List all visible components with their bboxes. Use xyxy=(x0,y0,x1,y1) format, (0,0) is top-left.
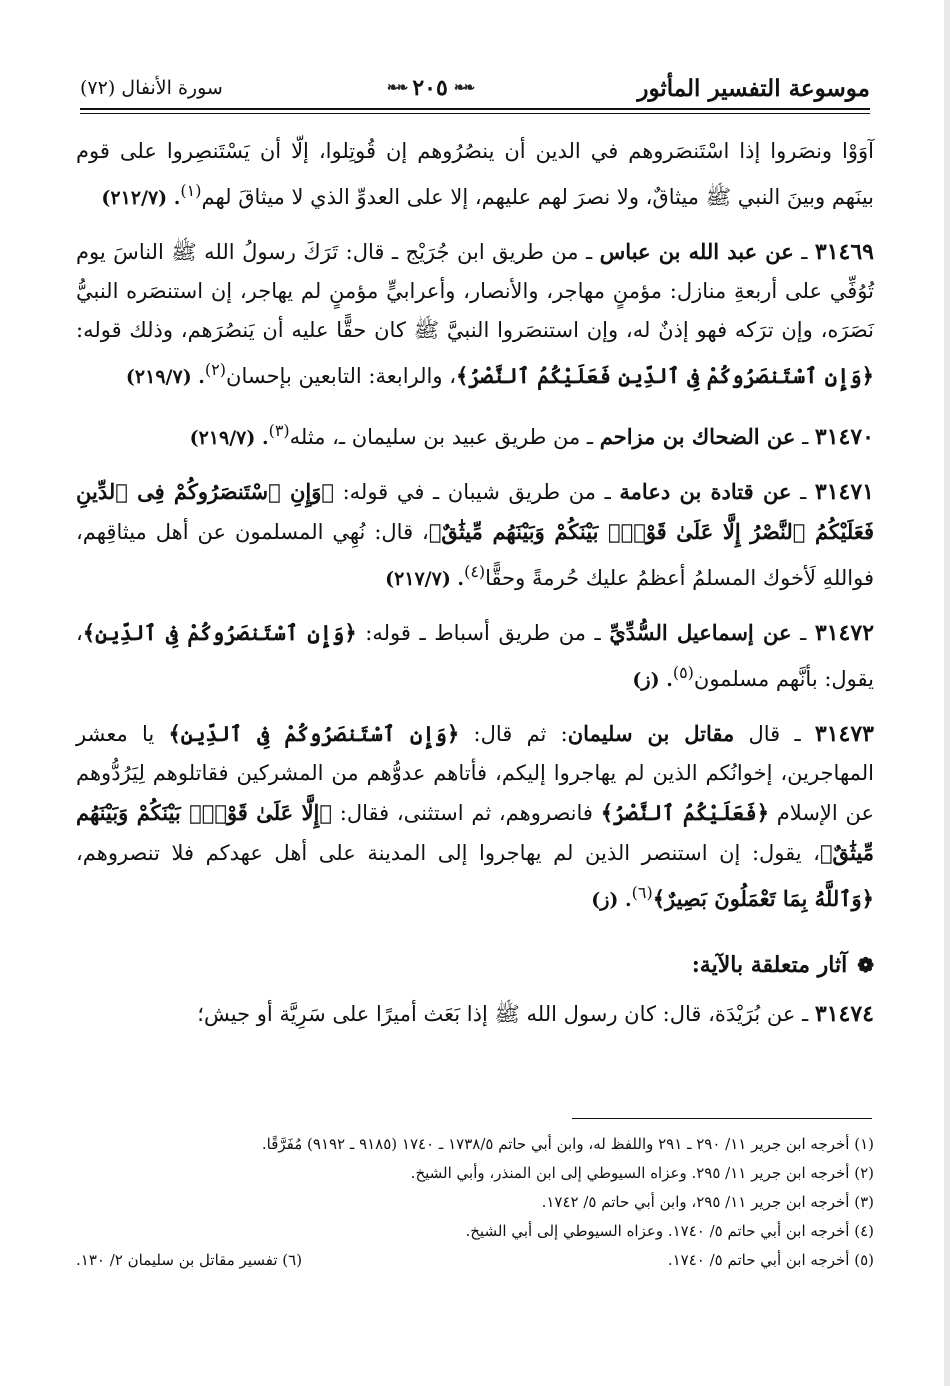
section-heading: ❁ آثار متعلقة بالآية: xyxy=(76,946,874,985)
entry-number: ٣١٤٧٤ xyxy=(814,1001,874,1027)
footnote-marker: (٦) xyxy=(631,883,653,902)
narrator-name: عن قتادة بن دعامة xyxy=(619,479,792,504)
entry-31471: ٣١٤٧١ ـ عن قتادة بن دعامة ـ من طريق شيبان ـ في قوله: ﴿وَإِنِ ٱسْتَنصَرُوكُمْ فِى ٱلدِّينِ فَعَلَيْكُمُ ٱلنَّصْرُ إِلَّا عَلَىٰ قَوْمٍۭ بَيْنَكُمْ وَبَيْنَهُم مِّيثَٰقٌ﴾، قال: نُهِي المسلمون عن أهل ميثاقِهم، فواللهِ لَأخوك المسلمُ أعظمُ عليك حُرمةً وحقًّا$^{(٤)}$. (٢١٧/٧) xyxy=(76,479,874,590)
footnote-3: (٣) أخرجه ابن جرير ١١/ ٢٩٥، وابن أبي حاتم ٥/ ١٧٤٢. xyxy=(541,1193,874,1211)
ornament-right-icon: ❧❧ xyxy=(386,80,407,96)
entry-number: ٣١٤٦٩ xyxy=(814,239,874,265)
footnote-1: (١) أخرجه ابن جرير ١١/ ٢٩٠ ـ ٢٩١ واللفظ له، وابن أبي حاتم ١٧٣٨/٥ ـ ١٧٤٠ (٩١٨٥ ـ ٩١٩٢) مُفَرَّقًا. xyxy=(261,1135,874,1153)
running-header xyxy=(80,66,870,110)
entry-31470: ٣١٤٧٠ ـ عن الضحاك بن مزاحم ـ من طريق عبيد بن سليمان ـ، مثله$^{(٣)}$. (٢١٩/٧) xyxy=(189,421,874,450)
footnote-rule xyxy=(572,1118,872,1119)
entry-31474: ٣١٤٧٤ ـ عن بُرَيْدَة، قال: كان رسول الله ﷺ إذا بَعَث أميرًا على سَرِيَّة أو جيش؛ xyxy=(197,1001,874,1027)
page-number: ❧❧ ٢٠٥ ❧❧ xyxy=(386,75,474,101)
footnote-marker: (٤) xyxy=(464,562,486,581)
entry-31469: ٣١٤٦٩ ـ عن عبد الله بن عباس ـ من طريق ابن جُرَيْج ـ قال: تَرَكَ رسولُ الله ﷺ الناسَ يوم تُوُفِّي على أربعةِ منازل: مؤمنٍ مهاجر، والأنصار، وأعرابيٍّ مؤمنٍ لم يهاجر، إن استنصَره النبيُّ نَصَرَه، وإن ترَكه فهو إذنٌ له، وإن استنصَروا النبيَّ ﷺ كان حقًّا عليه أن يَنصُرَهم، وذلك قوله: ﴿وَإِنِ ٱسْتَنصَرُوكُمْ فِى ٱلدِّينِ فَعَلَيْكُمُ ٱلنَّصْرُ﴾، والرابعة: التابعين بإحسان$^{(٢)}$. (٢١٩/٧) xyxy=(76,239,874,388)
footnote-marker: (٣) xyxy=(268,421,290,440)
narrator-name: عن إسماعيل السُّدِّيِّ xyxy=(609,620,792,645)
footnote-5: (٥) أخرجه ابن أبي حاتم ٥/ ١٧٤٠. xyxy=(667,1251,874,1269)
main-text xyxy=(76,132,874,1048)
footnote-marker: (٢) xyxy=(204,360,227,379)
entry-number: ٣١٤٧١ xyxy=(814,479,874,505)
entry-31472: ٣١٤٧٢ ـ عن إسماعيل السُّدِّيِّ ـ من طريق أسباط ـ قوله: ﴿وَإِنِ ٱسْتَنصَرُوكُمْ فِى ٱلدِّينِ﴾، يقول: بأنَّهم مسلمون$^{(٥)}$. (ز) xyxy=(76,620,875,691)
footnotes xyxy=(76,1130,874,1275)
header-rule xyxy=(80,108,870,114)
quran-quote: ﴿وَإِنِ ٱسْتَنصَرُوكُمْ فِى ٱلدِّينِ﴾ xyxy=(82,620,357,645)
footnote-6: (٦) تفسير مقاتل بن سليمان ٢/ ١٣٠. xyxy=(76,1251,303,1269)
footnote-row xyxy=(76,1246,874,1275)
flower-ornament-icon: ❁ xyxy=(857,953,874,977)
paragraph-continuation: آوَوْا ونصَروا إذا اسْتَنصَروهم في الدين أن ينصُرُوهم إن قُوتِلوا، إلّا أن يَسْتَنصِروا على قوم بينَهم وبينَ النبي ﷺ ميثاقٌ، ولا نصرَ لهم عليهم، إلا على العدوِّ الذي لا ميثاقَ لهم$^{(١)}$. (٢١٢/٧) xyxy=(76,139,874,209)
entry-number: ٣١٤٧٠ xyxy=(814,424,874,450)
quran-quote: ﴿إِلَّا عَلَىٰ قَوْمٍۭ بَيْنَكُمْ وَبَيْنَهُم مِّيثَٰقٌ﴾ xyxy=(76,800,874,865)
quran-quote: ﴿فَعَلَيْكُمُ ٱلنَّصْرُ﴾ xyxy=(600,800,770,825)
narrator-name: عن الضحاك بن مزاحم xyxy=(599,424,796,449)
quran-quote: ﴿وَإِنِ ٱسْتَنصَرُوكُمْ فِى ٱلدِّينِ فَعَلَيْكُمُ ٱلنَّصْرُ﴾ xyxy=(455,363,874,388)
running-title: موسوعة التفسير المأثور xyxy=(637,74,870,102)
footnote-marker: (١) xyxy=(180,181,202,200)
quran-quote: ﴿وَٱللَّهُ بِمَا تَعْمَلُونَ بَصِيرٌ﴾ xyxy=(652,886,874,911)
narrator-name: عن عبد الله بن عباس xyxy=(599,239,794,264)
entry-31473: ٣١٤٧٣ ـ قال مقاتل بن سليمان: ثم قال: ﴿وَإِنِ ٱسْتَنصَرُوكُمْ فِى ٱلدِّينِ﴾ يا معشر المهاجرين، إخوانُكم الذين لم يهاجروا إليكم، فأتاهم عدوُّهم من المشركين فقاتلوهم لِيَرُدُّوهم عن الإسلام ﴿فَعَلَيْكُمُ ٱلنَّصْرُ﴾ فانصروهم، ثم استثنى، فقال: ﴿إِلَّا عَلَىٰ قَوْمٍۭ بَيْنَكُمْ وَبَيْنَهُم مِّيثَٰقٌ﴾، يقول: إن استنصر الذين لم يهاجروا إلى المدينة على أهل عهدكم فلا تنصروهم، ﴿وَٱللَّهُ بِمَا تَعْمَلُونَ بَصِيرٌ﴾$^{(٦)}$. (ز) xyxy=(76,721,874,911)
ornament-left-icon: ❧❧ xyxy=(453,80,474,96)
surah-label: سورة الأنفال (٧٢) xyxy=(80,77,223,99)
page-edge-strip xyxy=(944,0,950,1386)
entry-number: ٣١٤٧٢ xyxy=(814,620,875,646)
narrator-name: مقاتل بن سليمان xyxy=(567,721,735,746)
footnote-marker: (٥) xyxy=(672,663,694,682)
quran-quote: ﴿وَإِنِ ٱسْتَنصَرُوكُمْ فِى ٱلدِّينِ فَعَلَيْكُمُ ٱلنَّصْرُ إِلَّا عَلَىٰ قَوْمٍۭ بَيْنَكُمْ وَبَيْنَهُم مِّيثَٰقٌ﴾ xyxy=(76,479,874,544)
footnote-2: (٢) أخرجه ابن جرير ١١/ ٢٩٥. وعزاه السيوطي إلى ابن المنذر، وأبي الشيخ. xyxy=(410,1164,874,1182)
entry-number: ٣١٤٧٣ xyxy=(814,721,874,747)
footnote-4: (٤) أخرجه ابن أبي حاتم ٥/ ١٧٤٠. وعزاه السيوطي إلى أبي الشيخ. xyxy=(465,1222,874,1240)
quran-quote: ﴿وَإِنِ ٱسْتَنصَرُوكُمْ فِى ٱلدِّينِ﴾ xyxy=(168,721,460,746)
